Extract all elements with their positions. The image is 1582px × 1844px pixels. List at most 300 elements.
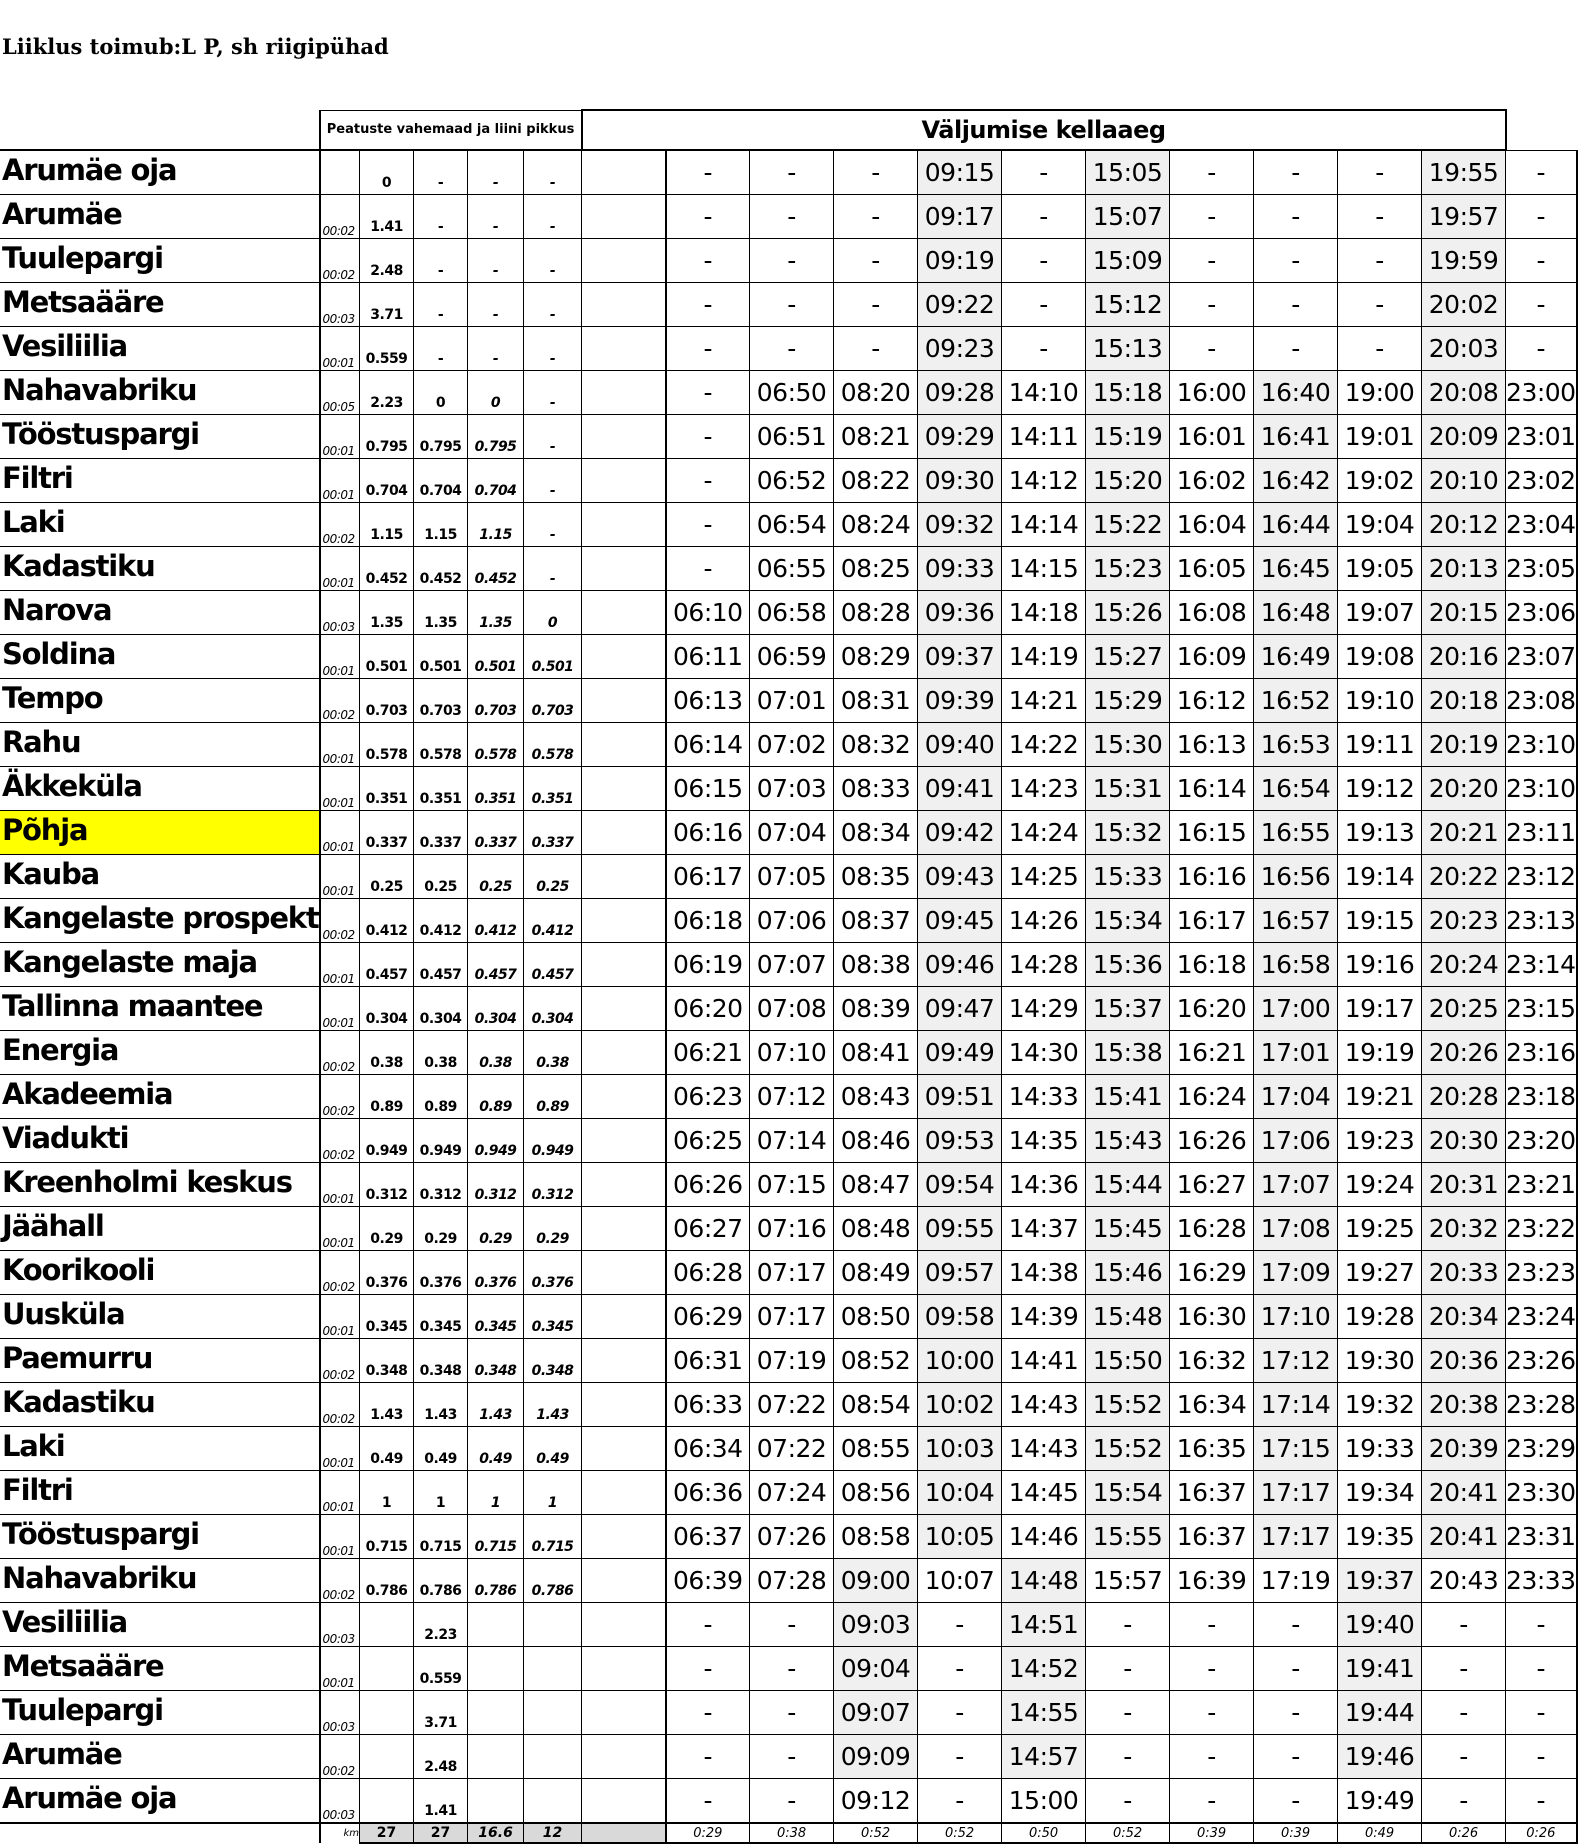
departure-time: 15:23 <box>1086 547 1170 591</box>
travel-time: 00:01 <box>320 415 360 459</box>
travel-time: 00:03 <box>320 283 360 327</box>
departure-time: 08:46 <box>834 1119 918 1163</box>
departure-time: 23:00 <box>1506 371 1577 415</box>
departure-time: 06:21 <box>666 1031 750 1075</box>
distance-km: 0.457 <box>414 943 468 987</box>
departure-time: 06:58 <box>750 591 834 635</box>
stop-name: Arumäe <box>0 1735 320 1779</box>
departure-time: 14:24 <box>1002 811 1086 855</box>
stop-row <box>0 1735 1577 1779</box>
departure-time: 19:24 <box>1338 1163 1422 1207</box>
departure-time: 16:30 <box>1170 1295 1254 1339</box>
distance-km: - <box>524 371 582 415</box>
distance-spacer <box>582 195 666 239</box>
departure-time: 15:45 <box>1086 1207 1170 1251</box>
departure-time: 06:37 <box>666 1515 750 1559</box>
distance-spacer <box>582 283 666 327</box>
distance-km: - <box>524 283 582 327</box>
departure-time: - <box>1506 1779 1577 1824</box>
distance-km: 0.348 <box>524 1339 582 1383</box>
departure-time: 16:34 <box>1170 1383 1254 1427</box>
departure-time: 23:12 <box>1506 855 1577 899</box>
distance-km: 0.38 <box>360 1031 414 1075</box>
travel-time: 00:01 <box>320 767 360 811</box>
departure-time: 06:19 <box>666 943 750 987</box>
distance-km: - <box>414 150 468 195</box>
distance-spacer <box>582 1647 666 1691</box>
departure-time: 14:21 <box>1002 679 1086 723</box>
departure-time: - <box>666 327 750 371</box>
departure-time: - <box>1422 1779 1506 1824</box>
travel-time: 00:02 <box>320 679 360 723</box>
departure-time: 08:22 <box>834 459 918 503</box>
departure-time: 16:18 <box>1170 943 1254 987</box>
distance-km: 0.312 <box>468 1163 524 1207</box>
departure-time: 06:29 <box>666 1295 750 1339</box>
stop-row <box>0 1031 1577 1075</box>
stop-row <box>0 415 1577 459</box>
stop-name: Soldina <box>0 635 320 679</box>
distance-km: 0.703 <box>468 679 524 723</box>
distance-spacer <box>582 327 666 371</box>
departure-time: 07:05 <box>750 855 834 899</box>
distance-km: 0.949 <box>360 1119 414 1163</box>
distance-km: 1 <box>360 1471 414 1515</box>
distance-km: 0.578 <box>360 723 414 767</box>
departure-time: - <box>1422 1603 1506 1647</box>
departure-time: 06:52 <box>750 459 834 503</box>
departure-time: 16:55 <box>1254 811 1338 855</box>
departure-time: 20:12 <box>1422 503 1506 547</box>
distance-km: 0.351 <box>414 767 468 811</box>
departure-time: 08:28 <box>834 591 918 635</box>
departure-time: 20:03 <box>1422 327 1506 371</box>
distance-km: - <box>468 283 524 327</box>
departure-time: 16:12 <box>1170 679 1254 723</box>
departure-time: 16:52 <box>1254 679 1338 723</box>
travel-time: 00:02 <box>320 195 360 239</box>
departure-time: 06:50 <box>750 371 834 415</box>
departure-time: 20:26 <box>1422 1031 1506 1075</box>
departure-time: 19:27 <box>1338 1251 1422 1295</box>
distance-km: 0.452 <box>360 547 414 591</box>
distance-km: 0.49 <box>360 1427 414 1471</box>
distance-km: 1.43 <box>360 1383 414 1427</box>
travel-time: 00:01 <box>320 547 360 591</box>
distance-km <box>524 1691 582 1735</box>
departure-time: - <box>1002 150 1086 195</box>
travel-time: 00:02 <box>320 1075 360 1119</box>
departure-time: 15:41 <box>1086 1075 1170 1119</box>
travel-time: 00:01 <box>320 1515 360 1559</box>
stop-row <box>0 811 1577 855</box>
distance-km: 1.35 <box>360 591 414 635</box>
departure-time: 09:43 <box>918 855 1002 899</box>
departure-time: 16:16 <box>1170 855 1254 899</box>
distance-km: 0.345 <box>360 1295 414 1339</box>
departure-time: - <box>1422 1691 1506 1735</box>
departure-time: 15:54 <box>1086 1471 1170 1515</box>
travel-time: 00:01 <box>320 635 360 679</box>
distance-km: 1.15 <box>414 503 468 547</box>
departure-time: - <box>1254 327 1338 371</box>
distance-spacer <box>582 679 666 723</box>
departure-time: 20:22 <box>1422 855 1506 899</box>
distance-km: 2.48 <box>414 1735 468 1779</box>
departure-time: - <box>1506 239 1577 283</box>
departure-time: 20:19 <box>1422 723 1506 767</box>
departure-time: 19:46 <box>1338 1735 1422 1779</box>
travel-time: 00:02 <box>320 1383 360 1427</box>
stop-row <box>0 1603 1577 1647</box>
departure-time: 09:47 <box>918 987 1002 1031</box>
trip-duration: 0:52 <box>918 1823 1002 1843</box>
distance-km: 0.412 <box>468 899 524 943</box>
departure-time: 09:39 <box>918 679 1002 723</box>
distance-km: 1 <box>468 1471 524 1515</box>
distance-km: - <box>468 150 524 195</box>
distance-spacer <box>582 1339 666 1383</box>
departure-time: - <box>1170 239 1254 283</box>
distance-km: 0.704 <box>360 459 414 503</box>
departure-time: 07:06 <box>750 899 834 943</box>
departure-time: 07:07 <box>750 943 834 987</box>
distance-km: 0.786 <box>524 1559 582 1603</box>
header-row <box>0 110 1577 150</box>
distance-km: 0.457 <box>468 943 524 987</box>
departure-time: 16:37 <box>1170 1471 1254 1515</box>
departure-time: 07:26 <box>750 1515 834 1559</box>
departure-time: 15:00 <box>1002 1779 1086 1824</box>
departure-time: 15:27 <box>1086 635 1170 679</box>
distance-spacer <box>582 371 666 415</box>
departure-time: 23:21 <box>1506 1163 1577 1207</box>
travel-time: 00:02 <box>320 1031 360 1075</box>
distance-km <box>524 1735 582 1779</box>
departure-time: 09:15 <box>918 150 1002 195</box>
distance-km: 0.25 <box>468 855 524 899</box>
departure-time: 19:05 <box>1338 547 1422 591</box>
distance-spacer <box>582 1735 666 1779</box>
departure-time: - <box>1170 283 1254 327</box>
distance-km <box>360 1779 414 1824</box>
departure-time: 07:16 <box>750 1207 834 1251</box>
header-spacer <box>0 110 320 150</box>
departure-time: 09:30 <box>918 459 1002 503</box>
departure-time: - <box>918 1603 1002 1647</box>
departure-time: 15:22 <box>1086 503 1170 547</box>
stop-row <box>0 503 1577 547</box>
distance-spacer <box>582 635 666 679</box>
stop-row <box>0 987 1577 1031</box>
departure-time: 16:53 <box>1254 723 1338 767</box>
distance-spacer <box>582 547 666 591</box>
departure-time: 09:09 <box>834 1735 918 1779</box>
departure-time: 16:21 <box>1170 1031 1254 1075</box>
stop-row <box>0 1295 1577 1339</box>
departure-time: - <box>1170 1647 1254 1691</box>
departure-time: 16:00 <box>1170 371 1254 415</box>
distance-spacer <box>582 943 666 987</box>
distance-km: - <box>524 150 582 195</box>
departure-time: 20:09 <box>1422 415 1506 459</box>
departure-time: 19:12 <box>1338 767 1422 811</box>
distance-km: 0.38 <box>468 1031 524 1075</box>
distance-km: 0.89 <box>524 1075 582 1119</box>
distance-spacer <box>582 591 666 635</box>
distance-spacer <box>582 459 666 503</box>
departure-time: - <box>1086 1603 1170 1647</box>
departure-time: 16:37 <box>1170 1515 1254 1559</box>
distance-km: 0.559 <box>360 327 414 371</box>
distance-spacer <box>582 1075 666 1119</box>
departure-time: 19:25 <box>1338 1207 1422 1251</box>
departure-time: 09:22 <box>918 283 1002 327</box>
departure-time: 06:10 <box>666 591 750 635</box>
departure-time: - <box>1086 1647 1170 1691</box>
trip-duration: 0:39 <box>1170 1823 1254 1843</box>
departure-time: 23:29 <box>1506 1427 1577 1471</box>
distance-spacer <box>582 1119 666 1163</box>
distance-spacer <box>582 1207 666 1251</box>
departure-time: 08:25 <box>834 547 918 591</box>
travel-time: 00:01 <box>320 1163 360 1207</box>
departure-time: 23:08 <box>1506 679 1577 723</box>
departure-time: - <box>1170 195 1254 239</box>
distance-km <box>360 1647 414 1691</box>
distance-km: 0.578 <box>524 723 582 767</box>
departure-time: 17:07 <box>1254 1163 1338 1207</box>
departure-time: 06:11 <box>666 635 750 679</box>
departure-time: - <box>1506 195 1577 239</box>
departure-time: 23:14 <box>1506 943 1577 987</box>
travel-time: 00:05 <box>320 371 360 415</box>
stop-row <box>0 1075 1577 1119</box>
stop-name: Kangelaste maja <box>0 943 320 987</box>
departure-time: 08:34 <box>834 811 918 855</box>
departure-time: 23:26 <box>1506 1339 1577 1383</box>
departure-time: 06:55 <box>750 547 834 591</box>
stop-row <box>0 1163 1577 1207</box>
trip-duration: 0:49 <box>1338 1823 1422 1843</box>
distance-km: 0.29 <box>524 1207 582 1251</box>
departure-time: 15:52 <box>1086 1383 1170 1427</box>
distance-spacer <box>582 1383 666 1427</box>
distance-km: 1.15 <box>468 503 524 547</box>
distance-km: 0.348 <box>468 1339 524 1383</box>
travel-time: 00:02 <box>320 1251 360 1295</box>
distance-km: 0.312 <box>414 1163 468 1207</box>
distance-km: 0.304 <box>414 987 468 1031</box>
departure-time: 14:19 <box>1002 635 1086 679</box>
departure-time: - <box>666 239 750 283</box>
distance-km: 2.23 <box>360 371 414 415</box>
departure-time: - <box>666 1647 750 1691</box>
departure-time: 14:52 <box>1002 1647 1086 1691</box>
departure-time: - <box>1506 1735 1577 1779</box>
distance-km: - <box>524 195 582 239</box>
stop-name: Filtri <box>0 1471 320 1515</box>
distance-km: 0.89 <box>360 1075 414 1119</box>
departure-time: 06:20 <box>666 987 750 1031</box>
distance-spacer <box>582 811 666 855</box>
departure-time: 23:05 <box>1506 547 1577 591</box>
stop-name: Laki <box>0 503 320 547</box>
departure-time: 09:37 <box>918 635 1002 679</box>
distance-km: 0.501 <box>414 635 468 679</box>
departure-time: 15:29 <box>1086 679 1170 723</box>
distance-km <box>524 1779 582 1824</box>
travel-time: 00:02 <box>320 1339 360 1383</box>
departure-time: - <box>1338 150 1422 195</box>
travel-time: 00:02 <box>320 239 360 283</box>
travel-time: 00:01 <box>320 811 360 855</box>
departure-time: 15:05 <box>1086 150 1170 195</box>
distance-km: 0.501 <box>524 635 582 679</box>
travel-time: 00:02 <box>320 1735 360 1779</box>
distance-km <box>468 1603 524 1647</box>
distance-km <box>524 1603 582 1647</box>
departure-time: - <box>1506 150 1577 195</box>
distance-km: 0.795 <box>360 415 414 459</box>
departure-time: 08:48 <box>834 1207 918 1251</box>
departure-time: - <box>750 195 834 239</box>
departure-time: 15:26 <box>1086 591 1170 635</box>
stop-name: Arumäe <box>0 195 320 239</box>
stop-name: Viadukti <box>0 1119 320 1163</box>
stop-name: Tööstuspargi <box>0 415 320 459</box>
departure-time: 20:38 <box>1422 1383 1506 1427</box>
departure-time: - <box>1254 195 1338 239</box>
distance-km: 3.71 <box>360 283 414 327</box>
distance-km: 0.25 <box>524 855 582 899</box>
departures-header: Väljumise kellaaeg <box>582 110 1506 150</box>
travel-time: 00:01 <box>320 943 360 987</box>
departure-time: 23:18 <box>1506 1075 1577 1119</box>
trip-duration: 0:52 <box>1086 1823 1170 1843</box>
distance-km: - <box>414 283 468 327</box>
distance-km: 0 <box>414 371 468 415</box>
departure-time: 09:23 <box>918 327 1002 371</box>
distance-km: 3.71 <box>414 1691 468 1735</box>
departure-time: 07:10 <box>750 1031 834 1075</box>
departure-time: 08:58 <box>834 1515 918 1559</box>
departure-time: 06:36 <box>666 1471 750 1515</box>
departure-time: 08:50 <box>834 1295 918 1339</box>
km-total: 12 <box>524 1823 582 1843</box>
departure-time: 15:55 <box>1086 1515 1170 1559</box>
departure-time: 16:27 <box>1170 1163 1254 1207</box>
distance-km: 0.376 <box>414 1251 468 1295</box>
stop-name: Filtri <box>0 459 320 503</box>
distance-km: 1.35 <box>468 591 524 635</box>
stop-row <box>0 899 1577 943</box>
stop-name: Narova <box>0 591 320 635</box>
departure-time: 23:20 <box>1506 1119 1577 1163</box>
departure-time: 19:08 <box>1338 635 1422 679</box>
departure-time: 17:17 <box>1254 1471 1338 1515</box>
distance-spacer <box>582 1251 666 1295</box>
departure-time: 09:03 <box>834 1603 918 1647</box>
distance-spacer <box>582 1691 666 1735</box>
departure-time: 20:33 <box>1422 1251 1506 1295</box>
departure-time: 16:24 <box>1170 1075 1254 1119</box>
distance-km: 0.312 <box>360 1163 414 1207</box>
travel-time: 00:02 <box>320 899 360 943</box>
departure-time: 14:11 <box>1002 415 1086 459</box>
departure-time: - <box>1254 283 1338 327</box>
departure-time: 19:01 <box>1338 415 1422 459</box>
departure-time: - <box>1422 1735 1506 1779</box>
departure-time: 14:55 <box>1002 1691 1086 1735</box>
departure-time: - <box>918 1779 1002 1824</box>
departure-time: 07:02 <box>750 723 834 767</box>
departure-time: 17:10 <box>1254 1295 1338 1339</box>
departure-time: 20:20 <box>1422 767 1506 811</box>
departure-time: 07:24 <box>750 1471 834 1515</box>
distance-km: 0.412 <box>360 899 414 943</box>
departure-time: 07:01 <box>750 679 834 723</box>
departure-time: 08:52 <box>834 1339 918 1383</box>
travel-time: 00:01 <box>320 1427 360 1471</box>
departure-time: 07:04 <box>750 811 834 855</box>
stop-name: Tööstuspargi <box>0 1515 320 1559</box>
departure-time: 15:13 <box>1086 327 1170 371</box>
departure-time: 09:49 <box>918 1031 1002 1075</box>
departure-time: 19:28 <box>1338 1295 1422 1339</box>
travel-time: 00:01 <box>320 855 360 899</box>
stop-name: Arumäe oja <box>0 150 320 195</box>
departure-time: 09:19 <box>918 239 1002 283</box>
departure-time: 19:10 <box>1338 679 1422 723</box>
distance-km <box>468 1647 524 1691</box>
departure-time: - <box>918 1647 1002 1691</box>
stop-name: Tallinna maantee <box>0 987 320 1031</box>
stop-name: Vesiliilia <box>0 327 320 371</box>
trip-duration: 0:29 <box>666 1823 750 1843</box>
departure-time: 19:19 <box>1338 1031 1422 1075</box>
departure-time: 19:23 <box>1338 1119 1422 1163</box>
distance-km: 0.715 <box>468 1515 524 1559</box>
departure-time: - <box>1338 195 1422 239</box>
departure-time: - <box>1254 1603 1338 1647</box>
travel-time: 00:01 <box>320 459 360 503</box>
departure-time: 19:32 <box>1338 1383 1422 1427</box>
departure-time: 09:07 <box>834 1691 918 1735</box>
distance-km: 1.43 <box>524 1383 582 1427</box>
departure-time: - <box>1170 150 1254 195</box>
departure-time: 06:51 <box>750 415 834 459</box>
distance-km: 0.49 <box>524 1427 582 1471</box>
departure-time: 20:02 <box>1422 283 1506 327</box>
distance-km: 1 <box>524 1471 582 1515</box>
distance-km: - <box>468 327 524 371</box>
departure-time: 20:18 <box>1422 679 1506 723</box>
departure-time: 09:55 <box>918 1207 1002 1251</box>
stop-name: Laki <box>0 1427 320 1471</box>
departure-time: 14:14 <box>1002 503 1086 547</box>
departure-time: 23:31 <box>1506 1515 1577 1559</box>
departure-time: - <box>666 1779 750 1824</box>
departure-time: 14:39 <box>1002 1295 1086 1339</box>
stop-row <box>0 767 1577 811</box>
departure-time: 08:29 <box>834 635 918 679</box>
stop-row <box>0 1779 1577 1824</box>
departure-time: 14:51 <box>1002 1603 1086 1647</box>
departure-time: 09:58 <box>918 1295 1002 1339</box>
km-total: 27 <box>414 1823 468 1843</box>
departure-time: 19:40 <box>1338 1603 1422 1647</box>
